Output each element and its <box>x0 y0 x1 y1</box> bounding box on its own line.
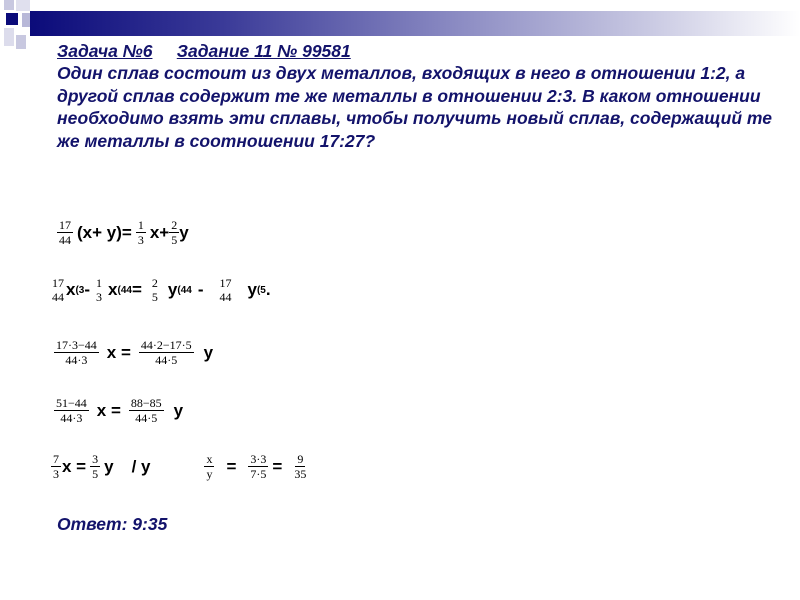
fraction: 1 3 <box>96 276 103 304</box>
expr: . <box>265 280 271 299</box>
expr: x <box>66 280 76 299</box>
expr: - <box>197 280 204 299</box>
decor-square <box>16 0 30 11</box>
expr: x = <box>62 456 87 476</box>
answer: Ответ: 9:35 <box>57 514 168 534</box>
expr: = <box>272 456 283 476</box>
expr: = <box>131 280 142 299</box>
equation-5 <box>50 452 312 481</box>
equation-3 <box>50 338 213 367</box>
fraction: $\frac{88-85}{44\cdot 5}$ <box>130 396 162 425</box>
task-label: Задача №6 <box>57 41 153 61</box>
fraction: $\frac{44\cdot 2-17\cdot 5}{44\cdot 5}$ <box>140 338 192 367</box>
expr: y <box>203 342 214 362</box>
expr: = <box>226 456 237 476</box>
fraction: $\frac{9}{35}$ <box>294 452 307 481</box>
equation-1 <box>53 218 189 247</box>
fraction: $\frac{3\cdot 3}{7\cdot 5}$ <box>250 452 267 481</box>
problem-statement: Один сплав состоит из двух металлов, входящих в него в отношении 1:2, а другой сплав содержит те же металлы в отношении 2:3. В каком отношении необходимо взять эти сплавы, чтобы получить новый сплав, содержащий те же металлы в соотношении 17:27? <box>57 63 772 151</box>
fraction: $\frac{7}{3}$ <box>53 452 59 481</box>
fraction: $\frac{x}{y}$ <box>206 452 213 481</box>
superscript: (3 <box>75 284 85 296</box>
fraction: 17 44 <box>52 276 64 304</box>
fraction: $\frac{17}{44}$ <box>59 218 71 247</box>
expr: x = <box>96 400 121 420</box>
fraction: 17 44 <box>219 276 232 304</box>
decor-square <box>16 35 26 49</box>
expr: y <box>247 280 257 299</box>
expr: y <box>179 222 189 242</box>
expr: x = <box>106 342 131 362</box>
expr: y <box>167 280 178 299</box>
expr: y <box>104 456 114 476</box>
header-gradient-bar <box>30 11 800 36</box>
fraction: $\frac{2}{5}$ <box>171 218 178 247</box>
superscript: (44 <box>117 284 132 296</box>
superscript: (5 <box>256 284 266 296</box>
fraction: $\frac{51-44}{44\cdot 3}$ <box>56 396 87 425</box>
expr: x <box>108 280 118 299</box>
equation-2 <box>50 276 271 304</box>
expr: - <box>84 280 91 299</box>
decor-square <box>4 0 14 10</box>
decor-square <box>6 13 18 25</box>
fraction: $\frac{3}{5}$ <box>92 452 99 481</box>
expr: / y <box>131 456 151 476</box>
problem-text <box>57 40 777 152</box>
decor-square <box>4 28 14 46</box>
expr: y <box>173 400 184 420</box>
fraction: $\frac{17\cdot 3-44}{44\cdot 3}$ <box>56 338 97 367</box>
equation-4 <box>50 396 183 425</box>
fraction: $\frac{1}{3}$ <box>137 218 144 247</box>
expr: x+ <box>149 222 170 242</box>
superscript: (44 <box>177 284 192 296</box>
assignment-label: Задание 11 № 99581 <box>176 41 351 61</box>
expr: (x+ y)= <box>77 222 132 242</box>
fraction: 2 5 <box>151 276 158 304</box>
